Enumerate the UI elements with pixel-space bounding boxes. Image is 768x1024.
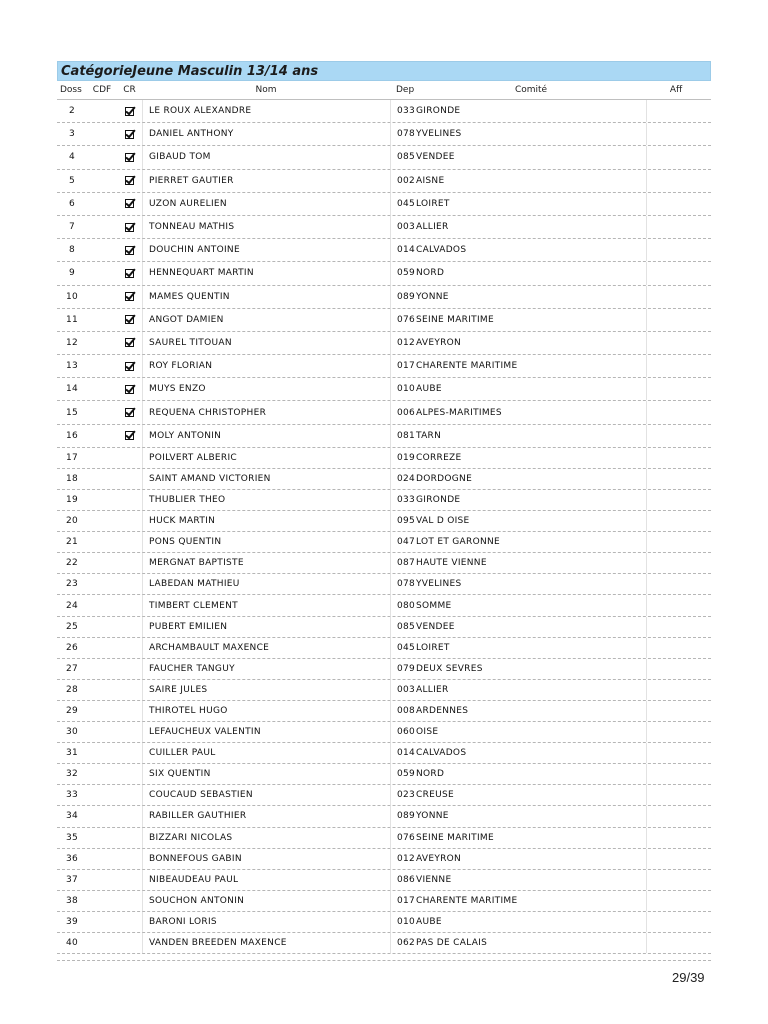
- cell-nom: SAINT AMAND VICTORIEN: [142, 469, 390, 489]
- table-row: [57, 722, 711, 743]
- table-row: [57, 146, 711, 169]
- cell-aff: [646, 490, 706, 510]
- cell-dep: 014: [390, 743, 416, 763]
- table-row: [57, 659, 711, 680]
- cell-nom: GIBAUD TOM: [142, 146, 390, 168]
- table-row: [57, 532, 711, 553]
- cell-dep: 089: [390, 286, 416, 308]
- cell-dep: 017: [390, 891, 416, 911]
- cell-aff: [646, 216, 706, 238]
- cell-doss: 35: [65, 832, 79, 843]
- cell-cr: [117, 199, 142, 208]
- checkbox-checked-icon: [125, 199, 134, 208]
- cell-dep: 089: [390, 806, 416, 826]
- cell-doss: 26: [65, 642, 79, 653]
- cell-dep: 045: [390, 193, 416, 215]
- cell-comite: GIRONDE: [416, 106, 461, 117]
- cell-doss: 20: [65, 516, 79, 527]
- cell-aff: [646, 870, 706, 890]
- cell-aff: [646, 680, 706, 700]
- cell-comite: CHARENTE MARITIME: [416, 895, 518, 906]
- table-row: [57, 806, 711, 827]
- cell-dep: 081: [390, 425, 416, 447]
- cell-doss: 37: [65, 874, 79, 885]
- cell-aff: [646, 617, 706, 637]
- category-value: Jeune Masculin 13/14 ans: [132, 63, 319, 79]
- cell-dep: 059: [390, 262, 416, 284]
- cell-dep: 003: [390, 216, 416, 238]
- cell-nom: REQUENA CHRISTOPHER: [142, 401, 390, 423]
- cell-doss: 3: [68, 129, 76, 140]
- cell-nom: MUYS ENZO: [142, 378, 390, 400]
- cell-nom: TIMBERT CLEMENT: [142, 595, 390, 615]
- cell-doss: 28: [65, 684, 79, 695]
- table-row: [57, 123, 711, 146]
- cell-dep: 010: [390, 912, 416, 932]
- cell-dep: 095: [390, 511, 416, 531]
- cell-nom: SIX QUENTIN: [142, 764, 390, 784]
- cell-aff: [646, 100, 706, 122]
- cell-nom: NIBEAUDEAU PAUL: [142, 870, 390, 890]
- checkbox-checked-icon: [125, 338, 134, 347]
- cell-doss: 24: [65, 600, 79, 611]
- cell-comite: OISE: [416, 727, 439, 738]
- cell-comite: CREUSE: [416, 790, 455, 801]
- cell-comite: HAUTE VIENNE: [416, 558, 487, 569]
- table-row: [57, 216, 711, 239]
- cell-nom: UZON AURELIEN: [142, 193, 390, 215]
- checkbox-checked-icon: [125, 408, 134, 417]
- cell-cr: [117, 223, 142, 232]
- cell-nom: BIZZARI NICOLAS: [142, 828, 390, 848]
- cell-aff: [646, 332, 706, 354]
- cell-nom: MAMES QUENTIN: [142, 286, 390, 308]
- cell-nom: ROY FLORIAN: [142, 355, 390, 377]
- cell-nom: BARONI LORIS: [142, 912, 390, 932]
- cell-nom: COUCAUD SEBASTIEN: [142, 785, 390, 805]
- table-row: [57, 743, 711, 764]
- cell-aff: [646, 448, 706, 468]
- cell-doss: 36: [65, 853, 79, 864]
- cell-comite: AUBE: [416, 384, 442, 395]
- table-row: [57, 170, 711, 193]
- table-row: [57, 286, 711, 309]
- cell-doss: 10: [65, 291, 79, 302]
- table-header: [57, 81, 711, 100]
- cell-cr: [117, 269, 142, 278]
- cell-comite: AUBE: [416, 916, 442, 927]
- cell-comite: VENDEE: [416, 621, 455, 632]
- cell-nom: TONNEAU MATHIS: [142, 216, 390, 238]
- cell-doss: 31: [65, 748, 79, 759]
- cell-nom: HUCK MARTIN: [142, 511, 390, 531]
- category-banner: [57, 61, 711, 81]
- cell-comite: ALLIER: [416, 684, 449, 695]
- cell-dep: 076: [390, 309, 416, 331]
- cell-dep: 019: [390, 448, 416, 468]
- table-row: [57, 595, 711, 616]
- table-row: [57, 870, 711, 891]
- cell-dep: 045: [390, 638, 416, 658]
- entries-sheet: [57, 61, 711, 961]
- cell-comite: GIRONDE: [416, 495, 461, 506]
- cell-comite: LOT ET GARONNE: [416, 537, 501, 548]
- cell-dep: 033: [390, 490, 416, 510]
- header-cr: CR: [123, 85, 136, 95]
- cell-aff: [646, 193, 706, 215]
- cell-comite: DORDOGNE: [416, 473, 473, 484]
- cell-nom: SAIRE JULES: [142, 680, 390, 700]
- cell-doss: 40: [65, 938, 79, 949]
- cell-cr: [117, 315, 142, 324]
- cell-aff: [646, 469, 706, 489]
- cell-aff: [646, 146, 706, 168]
- cell-doss: 2: [68, 106, 76, 117]
- cell-comite: CHARENTE MARITIME: [416, 361, 518, 372]
- cell-comite: AISNE: [416, 175, 445, 186]
- table-row: [57, 638, 711, 659]
- cell-doss: 6: [68, 198, 76, 209]
- cell-dep: 012: [390, 332, 416, 354]
- cell-aff: [646, 355, 706, 377]
- cell-aff: [646, 262, 706, 284]
- cell-aff: [646, 659, 706, 679]
- cell-comite: AVEYRON: [416, 853, 462, 864]
- table-row: [57, 309, 711, 332]
- table-row: [57, 448, 711, 469]
- cell-aff: [646, 425, 706, 447]
- cell-aff: [646, 764, 706, 784]
- cell-comite: YONNE: [416, 291, 449, 302]
- cell-dep: 003: [390, 680, 416, 700]
- table-row: [57, 828, 711, 849]
- table-row: [57, 401, 711, 424]
- cell-dep: 085: [390, 617, 416, 637]
- table-row: [57, 193, 711, 216]
- table-body: [57, 100, 711, 954]
- header-dep: Dep: [396, 85, 415, 95]
- table-row: [57, 764, 711, 785]
- cell-nom: BONNEFOUS GABIN: [142, 849, 390, 869]
- cell-aff: [646, 849, 706, 869]
- cell-dep: 080: [390, 595, 416, 615]
- cell-dep: 012: [390, 849, 416, 869]
- cell-cr: [117, 385, 142, 394]
- cell-dep: 085: [390, 146, 416, 168]
- table-row: [57, 490, 711, 511]
- table-row: [57, 933, 711, 954]
- header-comite: Comité: [514, 85, 548, 95]
- cell-comite: PAS DE CALAIS: [416, 938, 488, 949]
- cell-cr: [117, 408, 142, 417]
- checkbox-checked-icon: [125, 315, 134, 324]
- cell-dep: 079: [390, 659, 416, 679]
- cell-doss: 5: [68, 175, 76, 186]
- table-footer-line: [57, 954, 711, 961]
- cell-aff: [646, 239, 706, 261]
- cell-doss: 29: [65, 705, 79, 716]
- cell-dep: 010: [390, 378, 416, 400]
- checkbox-checked-icon: [125, 176, 134, 185]
- cell-doss: 19: [65, 495, 79, 506]
- table-row: [57, 262, 711, 285]
- table-row: [57, 617, 711, 638]
- cell-aff: [646, 933, 706, 953]
- cell-dep: 002: [390, 170, 416, 192]
- cell-aff: [646, 286, 706, 308]
- cell-cr: [117, 431, 142, 440]
- checkbox-checked-icon: [125, 269, 134, 278]
- cell-doss: 25: [65, 621, 79, 632]
- table-row: [57, 378, 711, 401]
- cell-nom: PUBERT EMILIEN: [142, 617, 390, 637]
- checkbox-checked-icon: [125, 130, 134, 139]
- cell-doss: 15: [65, 407, 79, 418]
- cell-dep: 047: [390, 532, 416, 552]
- cell-doss: 27: [65, 663, 79, 674]
- table-row: [57, 849, 711, 870]
- table-row: [57, 425, 711, 448]
- cell-cr: [117, 107, 142, 116]
- cell-dep: 024: [390, 469, 416, 489]
- cell-nom: THIROTEL HUGO: [142, 701, 390, 721]
- table-row: [57, 355, 711, 378]
- cell-nom: THUBLIER THEO: [142, 490, 390, 510]
- cell-doss: 14: [65, 384, 79, 395]
- cell-dep: 062: [390, 933, 416, 953]
- category-label: Catégorie: [61, 63, 133, 79]
- cell-nom: DANIEL ANTHONY: [142, 123, 390, 145]
- table-row: [57, 100, 711, 123]
- cell-doss: 11: [65, 314, 79, 325]
- cell-dep: 008: [390, 701, 416, 721]
- header-doss: Doss: [60, 85, 82, 95]
- table-row: [57, 239, 711, 262]
- cell-comite: NORD: [416, 769, 445, 780]
- cell-aff: [646, 401, 706, 423]
- cell-aff: [646, 806, 706, 826]
- cell-aff: [646, 574, 706, 594]
- cell-dep: 060: [390, 722, 416, 742]
- cell-aff: [646, 553, 706, 573]
- cell-doss: 7: [68, 222, 76, 233]
- cell-nom: HENNEQUART MARTIN: [142, 262, 390, 284]
- table-row: [57, 469, 711, 490]
- cell-doss: 4: [68, 152, 76, 163]
- cell-comite: VENDEE: [416, 152, 455, 163]
- cell-dep: 017: [390, 355, 416, 377]
- header-nom: Nom: [255, 85, 277, 95]
- cell-dep: 033: [390, 100, 416, 122]
- cell-doss: 16: [65, 430, 79, 441]
- cell-nom: MOLY ANTONIN: [142, 425, 390, 447]
- cell-nom: VANDEN BREEDEN MAXENCE: [142, 933, 390, 953]
- cell-comite: DEUX SEVRES: [416, 663, 483, 674]
- cell-aff: [646, 828, 706, 848]
- table-row: [57, 574, 711, 595]
- cell-doss: 17: [65, 452, 79, 463]
- table-row: [57, 891, 711, 912]
- cell-doss: 38: [65, 895, 79, 906]
- cell-nom: FAUCHER TANGUY: [142, 659, 390, 679]
- cell-comite: YVELINES: [416, 579, 462, 590]
- cell-cr: [117, 176, 142, 185]
- cell-dep: 023: [390, 785, 416, 805]
- cell-nom: LEFAUCHEUX VALENTIN: [142, 722, 390, 742]
- cell-aff: [646, 722, 706, 742]
- cell-doss: 21: [65, 537, 79, 548]
- cell-aff: [646, 785, 706, 805]
- cell-dep: 086: [390, 870, 416, 890]
- cell-comite: NORD: [416, 268, 445, 279]
- checkbox-checked-icon: [125, 385, 134, 394]
- cell-comite: ALLIER: [416, 222, 449, 233]
- cell-dep: 078: [390, 123, 416, 145]
- cell-aff: [646, 638, 706, 658]
- cell-comite: ALPES-MARITIMES: [416, 407, 502, 418]
- checkbox-checked-icon: [125, 223, 134, 232]
- cell-doss: 30: [65, 727, 79, 738]
- cell-aff: [646, 170, 706, 192]
- cell-nom: LABEDAN MATHIEU: [142, 574, 390, 594]
- checkbox-checked-icon: [125, 292, 134, 301]
- table-row: [57, 553, 711, 574]
- table-row: [57, 680, 711, 701]
- checkbox-checked-icon: [125, 153, 134, 162]
- cell-nom: LE ROUX ALEXANDRE: [142, 100, 390, 122]
- cell-doss: 33: [65, 790, 79, 801]
- cell-dep: 078: [390, 574, 416, 594]
- cell-cr: [117, 130, 142, 139]
- cell-doss: 22: [65, 558, 79, 569]
- cell-nom: PIERRET GAUTIER: [142, 170, 390, 192]
- table-row: [57, 332, 711, 355]
- cell-comite: YONNE: [416, 811, 449, 822]
- cell-aff: [646, 378, 706, 400]
- cell-nom: SOUCHON ANTONIN: [142, 891, 390, 911]
- cell-aff: [646, 123, 706, 145]
- cell-aff: [646, 511, 706, 531]
- table-row: [57, 912, 711, 933]
- page-number: 29/39: [672, 970, 705, 985]
- cell-cr: [117, 338, 142, 347]
- table-row: [57, 511, 711, 532]
- cell-dep: 006: [390, 401, 416, 423]
- cell-cr: [117, 362, 142, 371]
- cell-comite: SEINE MARITIME: [416, 832, 494, 843]
- cell-comite: YVELINES: [416, 129, 462, 140]
- cell-nom: POILVERT ALBERIC: [142, 448, 390, 468]
- checkbox-checked-icon: [125, 246, 134, 255]
- checkbox-checked-icon: [125, 362, 134, 371]
- header-cdf: CDF: [92, 85, 112, 95]
- cell-doss: 12: [65, 337, 79, 348]
- cell-doss: 9: [68, 268, 76, 279]
- cell-doss: 23: [65, 579, 79, 590]
- cell-cr: [117, 292, 142, 301]
- cell-comite: ARDENNES: [416, 705, 469, 716]
- cell-comite: LOIRET: [416, 642, 450, 653]
- cell-nom: CUILLER PAUL: [142, 743, 390, 763]
- cell-aff: [646, 891, 706, 911]
- cell-doss: 34: [65, 811, 79, 822]
- cell-comite: AVEYRON: [416, 337, 462, 348]
- cell-comite: TARN: [416, 430, 442, 441]
- cell-doss: 13: [65, 361, 79, 372]
- cell-comite: LOIRET: [416, 198, 450, 209]
- cell-aff: [646, 743, 706, 763]
- cell-dep: 014: [390, 239, 416, 261]
- cell-comite: SEINE MARITIME: [416, 314, 494, 325]
- cell-nom: RABILLER GAUTHIER: [142, 806, 390, 826]
- cell-nom: SAUREL TITOUAN: [142, 332, 390, 354]
- cell-comite: VIENNE: [416, 874, 452, 885]
- cell-doss: 32: [65, 769, 79, 780]
- cell-nom: ARCHAMBAULT MAXENCE: [142, 638, 390, 658]
- cell-aff: [646, 532, 706, 552]
- checkbox-checked-icon: [125, 431, 134, 440]
- cell-doss: 39: [65, 916, 79, 927]
- checkbox-checked-icon: [125, 107, 134, 116]
- cell-aff: [646, 595, 706, 615]
- cell-aff: [646, 912, 706, 932]
- cell-cr: [117, 153, 142, 162]
- cell-comite: VAL D OISE: [416, 516, 470, 527]
- cell-nom: DOUCHIN ANTOINE: [142, 239, 390, 261]
- cell-comite: CORREZE: [416, 452, 462, 463]
- cell-aff: [646, 309, 706, 331]
- cell-nom: PONS QUENTIN: [142, 532, 390, 552]
- cell-doss: 8: [68, 245, 76, 256]
- cell-comite: CALVADOS: [416, 245, 467, 256]
- cell-dep: 087: [390, 553, 416, 573]
- table-row: [57, 785, 711, 806]
- cell-nom: MERGNAT BAPTISTE: [142, 553, 390, 573]
- cell-doss: 18: [65, 473, 79, 484]
- cell-nom: ANGOT DAMIEN: [142, 309, 390, 331]
- table-row: [57, 701, 711, 722]
- cell-comite: CALVADOS: [416, 748, 467, 759]
- cell-aff: [646, 701, 706, 721]
- cell-dep: 076: [390, 828, 416, 848]
- cell-dep: 059: [390, 764, 416, 784]
- cell-cr: [117, 246, 142, 255]
- cell-comite: SOMME: [416, 600, 452, 611]
- header-aff: Aff: [669, 85, 683, 95]
